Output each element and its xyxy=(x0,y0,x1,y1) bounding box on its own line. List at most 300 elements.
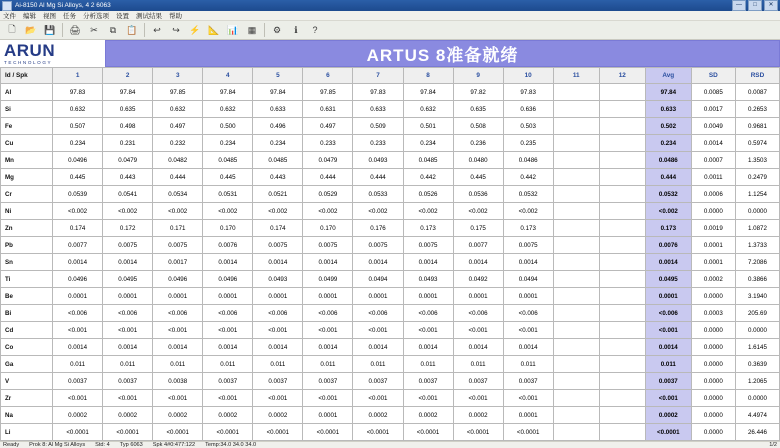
cell-measurement: <0.001 xyxy=(303,322,353,339)
results-table xyxy=(0,67,780,441)
cell-sd: 0.0019 xyxy=(691,220,735,237)
cell-rsd: 1.3503 xyxy=(735,152,779,169)
cell-avg: 0.011 xyxy=(645,356,691,373)
cell-measurement: 0.0532 xyxy=(503,186,553,203)
cell-measurement: <0.001 xyxy=(353,390,403,407)
cell-measurement: <0.006 xyxy=(453,305,503,322)
cell-measurement: 0.0529 xyxy=(303,186,353,203)
cell-measurement: 0.500 xyxy=(203,118,253,135)
element-label: Zr xyxy=(1,390,53,407)
cell-measurement: <0.001 xyxy=(53,322,103,339)
cell-measurement: 0.0479 xyxy=(103,152,153,169)
cell-avg: 97.84 xyxy=(645,84,691,101)
cell-sd: 0.0014 xyxy=(691,135,735,152)
cell-measurement: 0.503 xyxy=(503,118,553,135)
cell-avg: 0.0014 xyxy=(645,339,691,356)
cell-measurement: 0.445 xyxy=(53,169,103,186)
cell-measurement: 0.0001 xyxy=(503,407,553,424)
toolbar-separator xyxy=(264,23,265,37)
cell-measurement xyxy=(599,373,645,390)
new-document-button[interactable]: 🗋 xyxy=(3,21,21,39)
cell-measurement xyxy=(553,356,599,373)
cell-measurement: 0.0037 xyxy=(53,373,103,390)
cell-measurement xyxy=(553,186,599,203)
table-row[interactable] xyxy=(1,237,780,254)
cell-measurement: <0.002 xyxy=(53,203,103,220)
cell-measurement: 0.011 xyxy=(153,356,203,373)
cell-measurement: 0.235 xyxy=(503,135,553,152)
cell-measurement: 97.84 xyxy=(203,84,253,101)
cell-measurement: 0.0533 xyxy=(353,186,403,203)
table-row[interactable] xyxy=(1,339,780,356)
cell-measurement: 0.635 xyxy=(103,101,153,118)
cell-measurement: 0.0496 xyxy=(53,271,103,288)
cell-measurement: 0.0037 xyxy=(203,373,253,390)
cell-rsd: 0.3866 xyxy=(735,271,779,288)
cell-measurement: <0.006 xyxy=(353,305,403,322)
cell-measurement: 0.0536 xyxy=(453,186,503,203)
cell-measurement xyxy=(553,101,599,118)
cell-measurement: 0.0492 xyxy=(453,271,503,288)
cell-measurement xyxy=(599,220,645,237)
cell-measurement xyxy=(553,84,599,101)
table-row[interactable] xyxy=(1,84,780,101)
cell-avg: 0.0001 xyxy=(645,288,691,305)
table-row[interactable] xyxy=(1,356,780,373)
cell-measurement xyxy=(599,169,645,186)
cell-measurement: <0.0001 xyxy=(403,424,453,441)
cell-measurement: 0.0014 xyxy=(453,254,503,271)
table-header-spark-2[interactable]: 2 xyxy=(103,68,153,84)
cell-measurement: 0.0014 xyxy=(253,339,303,356)
cell-measurement xyxy=(599,322,645,339)
cell-measurement: 0.0037 xyxy=(453,373,503,390)
cell-measurement xyxy=(599,424,645,441)
cell-measurement: 0.501 xyxy=(403,118,453,135)
cell-rsd: 1.1254 xyxy=(735,186,779,203)
cell-measurement xyxy=(553,288,599,305)
cell-measurement: 0.0014 xyxy=(203,254,253,271)
cell-rsd: 1.2065 xyxy=(735,373,779,390)
cell-measurement: 0.231 xyxy=(103,135,153,152)
cell-measurement: 0.0014 xyxy=(353,254,403,271)
logo-name: ARUN xyxy=(4,41,56,60)
cell-measurement: 0.0001 xyxy=(253,288,303,305)
table-row[interactable] xyxy=(1,118,780,135)
cell-rsd: 0.0000 xyxy=(735,322,779,339)
cell-sd: 0.0017 xyxy=(691,101,735,118)
cell-sd: 0.0000 xyxy=(691,373,735,390)
cell-avg: <0.001 xyxy=(645,322,691,339)
cell-measurement: 0.497 xyxy=(153,118,203,135)
cell-rsd: 205.69 xyxy=(735,305,779,322)
cut-button[interactable]: ✂ xyxy=(85,21,103,39)
toolbar-separator xyxy=(62,23,63,37)
status-banner-title: ARTUS 8准备就绪 xyxy=(105,40,780,67)
cell-measurement: 0.0014 xyxy=(303,254,353,271)
cell-measurement: 0.0002 xyxy=(453,407,503,424)
cell-measurement: <0.0001 xyxy=(353,424,403,441)
cell-measurement: 0.0493 xyxy=(403,271,453,288)
cell-measurement xyxy=(553,271,599,288)
cell-measurement: <0.001 xyxy=(203,322,253,339)
cell-measurement xyxy=(599,271,645,288)
cell-measurement: 0.0001 xyxy=(403,288,453,305)
cell-measurement: <0.002 xyxy=(153,203,203,220)
cell-measurement: 0.0014 xyxy=(453,339,503,356)
cell-measurement: <0.001 xyxy=(153,322,203,339)
table-header-spark-12[interactable]: 12 xyxy=(599,68,645,84)
cell-sd: 0.0000 xyxy=(691,203,735,220)
cell-rsd: 3.1940 xyxy=(735,288,779,305)
cell-measurement xyxy=(553,203,599,220)
cell-rsd: 0.2653 xyxy=(735,101,779,118)
cell-measurement xyxy=(553,254,599,271)
table-header-spark-8[interactable]: 8 xyxy=(403,68,453,84)
table-header-spark-10[interactable]: 10 xyxy=(503,68,553,84)
cell-measurement: 0.636 xyxy=(503,101,553,118)
cell-measurement: 0.444 xyxy=(353,169,403,186)
cell-rsd: 0.2479 xyxy=(735,169,779,186)
table-row[interactable] xyxy=(1,390,780,407)
cell-measurement xyxy=(599,203,645,220)
cell-measurement: 0.0002 xyxy=(153,407,203,424)
table-header-spark-4[interactable]: 4 xyxy=(203,68,253,84)
cell-measurement: 0.444 xyxy=(303,169,353,186)
table-header-row xyxy=(1,68,780,84)
cell-avg: <0.0001 xyxy=(645,424,691,441)
cell-measurement: 0.0014 xyxy=(303,339,353,356)
cell-measurement: <0.001 xyxy=(253,322,303,339)
cell-measurement: 0.0001 xyxy=(153,288,203,305)
cell-measurement xyxy=(553,135,599,152)
cell-measurement: 0.170 xyxy=(203,220,253,237)
copy-button[interactable]: ⧉ xyxy=(104,21,122,39)
cell-measurement: 0.498 xyxy=(103,118,153,135)
table-row[interactable] xyxy=(1,101,780,118)
cell-measurement: 0.0531 xyxy=(203,186,253,203)
element-label: Sn xyxy=(1,254,53,271)
cell-sd: 0.0011 xyxy=(691,169,735,186)
toolbar-separator xyxy=(144,23,145,37)
cell-measurement: 0.011 xyxy=(53,356,103,373)
cell-measurement: 0.0499 xyxy=(303,271,353,288)
results-table-container[interactable] xyxy=(0,67,780,441)
table-header-spark-3[interactable]: 3 xyxy=(153,68,203,84)
cell-measurement: 0.0014 xyxy=(103,254,153,271)
cell-rsd: 26.446 xyxy=(735,424,779,441)
cell-measurement: 0.0494 xyxy=(353,271,403,288)
cell-rsd: 0.0000 xyxy=(735,203,779,220)
cell-measurement: 0.232 xyxy=(153,135,203,152)
cell-measurement: 0.0002 xyxy=(53,407,103,424)
cell-measurement: 0.0077 xyxy=(53,237,103,254)
element-label: Cu xyxy=(1,135,53,152)
cell-measurement xyxy=(599,390,645,407)
redo-button[interactable]: ↪ xyxy=(167,21,185,39)
table-header-spark-6[interactable]: 6 xyxy=(303,68,353,84)
cell-measurement: <0.0001 xyxy=(203,424,253,441)
table-row[interactable] xyxy=(1,169,780,186)
cell-measurement xyxy=(599,288,645,305)
table-header-spark-7[interactable]: 7 xyxy=(353,68,403,84)
cell-measurement: <0.006 xyxy=(403,305,453,322)
cell-avg: 0.0076 xyxy=(645,237,691,254)
cell-measurement: 0.442 xyxy=(403,169,453,186)
menu-bar xyxy=(0,11,780,21)
menu-item-task[interactable]: 任务 xyxy=(63,13,76,20)
cell-measurement: 97.85 xyxy=(153,84,203,101)
cell-measurement xyxy=(553,339,599,356)
maximize-button[interactable]: □ xyxy=(748,0,762,11)
cell-avg: <0.002 xyxy=(645,203,691,220)
cell-measurement: 0.0496 xyxy=(203,271,253,288)
close-button[interactable]: ✕ xyxy=(764,0,778,11)
cell-measurement: 0.631 xyxy=(303,101,353,118)
cell-measurement: 0.011 xyxy=(453,356,503,373)
cell-measurement xyxy=(599,84,645,101)
help-button[interactable]: ? xyxy=(306,21,324,39)
window-controls xyxy=(732,0,778,11)
info-button[interactable]: ℹ xyxy=(287,21,305,39)
cell-measurement xyxy=(553,152,599,169)
cell-measurement: 0.173 xyxy=(503,220,553,237)
cell-measurement: 0.0014 xyxy=(53,339,103,356)
cell-avg: <0.006 xyxy=(645,305,691,322)
cell-measurement xyxy=(553,322,599,339)
element-label: Li xyxy=(1,424,53,441)
cell-measurement: <0.0001 xyxy=(253,424,303,441)
window-title: Ai-8150 Al Mg Si Alloys, 4 2 6063 xyxy=(15,2,111,9)
cell-measurement: 0.0001 xyxy=(203,288,253,305)
cell-measurement xyxy=(599,237,645,254)
cell-measurement: 0.171 xyxy=(153,220,203,237)
status-bar xyxy=(0,441,780,448)
spark-run-button[interactable]: ⚡ xyxy=(186,21,204,39)
status-ready: Ready xyxy=(3,442,20,448)
cell-measurement: 0.0493 xyxy=(353,152,403,169)
cell-rsd: 0.5974 xyxy=(735,135,779,152)
cell-measurement: 0.0075 xyxy=(503,237,553,254)
cell-measurement: <0.006 xyxy=(253,305,303,322)
cell-measurement: 97.83 xyxy=(503,84,553,101)
paste-button[interactable]: 📋 xyxy=(123,21,141,39)
table-row[interactable] xyxy=(1,220,780,237)
cell-measurement: <0.002 xyxy=(103,203,153,220)
status-right xyxy=(769,442,777,448)
undo-button[interactable]: ↩ xyxy=(148,21,166,39)
cell-measurement: <0.001 xyxy=(403,390,453,407)
cell-measurement: <0.001 xyxy=(203,390,253,407)
cell-sd: 0.0000 xyxy=(691,339,735,356)
measure-button[interactable]: 📐 xyxy=(205,21,223,39)
cell-measurement: 0.0002 xyxy=(253,407,303,424)
cell-measurement: 0.633 xyxy=(253,101,303,118)
cell-measurement: 0.0037 xyxy=(503,373,553,390)
table-row[interactable] xyxy=(1,322,780,339)
cell-measurement: 0.0521 xyxy=(253,186,303,203)
grid-button[interactable]: ▦ xyxy=(243,21,261,39)
cell-measurement: 0.0037 xyxy=(253,373,303,390)
logo-subtitle: TECHNOLOGY xyxy=(4,60,53,65)
table-header-id[interactable]: Id / Spk xyxy=(1,68,53,84)
cell-measurement: 0.234 xyxy=(253,135,303,152)
table-header-rsd[interactable]: RSD xyxy=(735,68,779,84)
app-icon xyxy=(2,1,12,11)
table-row[interactable] xyxy=(1,424,780,441)
cell-measurement: 0.0480 xyxy=(453,152,503,169)
cell-measurement: 0.0479 xyxy=(303,152,353,169)
cell-measurement: 0.0001 xyxy=(453,288,503,305)
cell-measurement: <0.001 xyxy=(503,390,553,407)
element-label: Al xyxy=(1,84,53,101)
table-row[interactable] xyxy=(1,305,780,322)
element-label: Mg xyxy=(1,169,53,186)
cell-sd: 0.0049 xyxy=(691,118,735,135)
menu-item-edit[interactable]: 编辑 xyxy=(23,13,36,20)
cell-rsd: 4.4974 xyxy=(735,407,779,424)
table-row[interactable] xyxy=(1,135,780,152)
cell-measurement: 97.82 xyxy=(453,84,503,101)
cell-measurement: 0.011 xyxy=(303,356,353,373)
table-row[interactable] xyxy=(1,271,780,288)
cell-measurement: 0.0494 xyxy=(503,271,553,288)
table-row[interactable] xyxy=(1,203,780,220)
open-folder-button[interactable]: 📂 xyxy=(22,21,40,39)
cell-measurement: 0.0482 xyxy=(153,152,203,169)
cell-measurement: 0.443 xyxy=(103,169,153,186)
cell-measurement: 0.011 xyxy=(353,356,403,373)
cell-measurement: 0.0496 xyxy=(53,152,103,169)
cell-measurement xyxy=(553,220,599,237)
cell-measurement: 0.0038 xyxy=(153,373,203,390)
cell-measurement: 0.0017 xyxy=(153,254,203,271)
cell-avg: <0.001 xyxy=(645,390,691,407)
table-header-avg[interactable]: Avg xyxy=(645,68,691,84)
cell-measurement: 0.0485 xyxy=(403,152,453,169)
cell-rsd: 1.6145 xyxy=(735,339,779,356)
cell-measurement: 0.173 xyxy=(403,220,453,237)
menu-item-view[interactable]: 视图 xyxy=(43,13,56,20)
cell-measurement: <0.001 xyxy=(453,390,503,407)
print-button[interactable]: 🖨 xyxy=(66,21,84,39)
cell-measurement: 0.0002 xyxy=(203,407,253,424)
chart-button[interactable]: 📊 xyxy=(224,21,242,39)
table-header-spark-1[interactable]: 1 xyxy=(53,68,103,84)
cell-measurement: 0.011 xyxy=(103,356,153,373)
cell-measurement: <0.001 xyxy=(403,322,453,339)
status-spark: Spk 4#0:477:122 xyxy=(152,442,196,448)
cell-measurement: <0.006 xyxy=(103,305,153,322)
table-row[interactable] xyxy=(1,407,780,424)
cell-avg: 0.0037 xyxy=(645,373,691,390)
cell-measurement: 0.0075 xyxy=(353,237,403,254)
save-button[interactable]: 💾 xyxy=(41,21,59,39)
cell-measurement: 0.0014 xyxy=(503,339,553,356)
cell-rsd: 7.2086 xyxy=(735,254,779,271)
table-row[interactable] xyxy=(1,288,780,305)
cell-measurement: 0.0014 xyxy=(403,254,453,271)
menu-item-file[interactable]: 文件 xyxy=(3,13,16,20)
cell-measurement: 0.0526 xyxy=(403,186,453,203)
cell-measurement: <0.006 xyxy=(303,305,353,322)
cell-avg: 0.633 xyxy=(645,101,691,118)
cell-measurement: 0.0001 xyxy=(303,288,353,305)
cell-measurement: 0.0014 xyxy=(353,339,403,356)
cell-measurement xyxy=(599,118,645,135)
menu-item-help[interactable]: 帮助 xyxy=(169,13,182,20)
cell-measurement: 0.176 xyxy=(353,220,403,237)
cell-measurement: <0.001 xyxy=(103,390,153,407)
cell-measurement xyxy=(553,373,599,390)
cell-sd: 0.0085 xyxy=(691,84,735,101)
cell-measurement: 0.175 xyxy=(453,220,503,237)
cell-measurement: <0.0001 xyxy=(103,424,153,441)
cell-measurement: <0.001 xyxy=(53,390,103,407)
table-header-sd[interactable]: SD xyxy=(691,68,735,84)
cell-measurement: 0.0075 xyxy=(303,237,353,254)
banner xyxy=(0,40,780,67)
table-row[interactable] xyxy=(1,152,780,169)
cell-measurement: 0.0075 xyxy=(253,237,303,254)
cell-measurement: <0.006 xyxy=(53,305,103,322)
cell-measurement: 0.632 xyxy=(53,101,103,118)
cell-measurement: 0.0002 xyxy=(353,407,403,424)
menu-item-results[interactable]: 测试结果 xyxy=(136,13,162,20)
table-row[interactable] xyxy=(1,186,780,203)
cell-measurement: 0.0485 xyxy=(203,152,253,169)
table-header-spark-11[interactable]: 11 xyxy=(553,68,599,84)
cell-measurement: 0.632 xyxy=(203,101,253,118)
cell-sd: 0.0000 xyxy=(691,424,735,441)
cell-measurement xyxy=(553,305,599,322)
table-header-spark-9[interactable]: 9 xyxy=(453,68,503,84)
menu-item-analysis-options[interactable]: 分析选项 xyxy=(83,13,109,20)
cell-measurement: 0.0037 xyxy=(103,373,153,390)
table-row[interactable] xyxy=(1,254,780,271)
element-label: Mn xyxy=(1,152,53,169)
cell-measurement: 0.496 xyxy=(253,118,303,135)
menu-item-settings[interactable]: 设置 xyxy=(116,13,129,20)
cell-measurement: 0.632 xyxy=(153,101,203,118)
cell-sd: 0.0003 xyxy=(691,305,735,322)
cell-measurement: 0.0539 xyxy=(53,186,103,203)
cell-measurement: <0.002 xyxy=(403,203,453,220)
cell-avg: 0.0532 xyxy=(645,186,691,203)
cell-measurement: <0.001 xyxy=(453,322,503,339)
cell-measurement xyxy=(553,390,599,407)
cell-avg: 0.0014 xyxy=(645,254,691,271)
cell-measurement: 0.0075 xyxy=(103,237,153,254)
cell-measurement xyxy=(599,407,645,424)
minimize-button[interactable]: — xyxy=(732,0,746,11)
cell-measurement: 0.0486 xyxy=(503,152,553,169)
cell-measurement: 0.172 xyxy=(103,220,153,237)
cell-measurement: 0.443 xyxy=(253,169,303,186)
table-header-spark-5[interactable]: 5 xyxy=(253,68,303,84)
settings-button[interactable]: ⚙ xyxy=(268,21,286,39)
cell-measurement: <0.006 xyxy=(153,305,203,322)
element-label: Zn xyxy=(1,220,53,237)
cell-sd: 0.0000 xyxy=(691,390,735,407)
toolbar xyxy=(0,21,780,40)
cell-measurement: 0.633 xyxy=(353,101,403,118)
table-row[interactable] xyxy=(1,373,780,390)
cell-measurement: 0.011 xyxy=(203,356,253,373)
title-bar xyxy=(0,0,780,11)
cell-measurement: <0.0001 xyxy=(503,424,553,441)
cell-measurement: 0.011 xyxy=(503,356,553,373)
